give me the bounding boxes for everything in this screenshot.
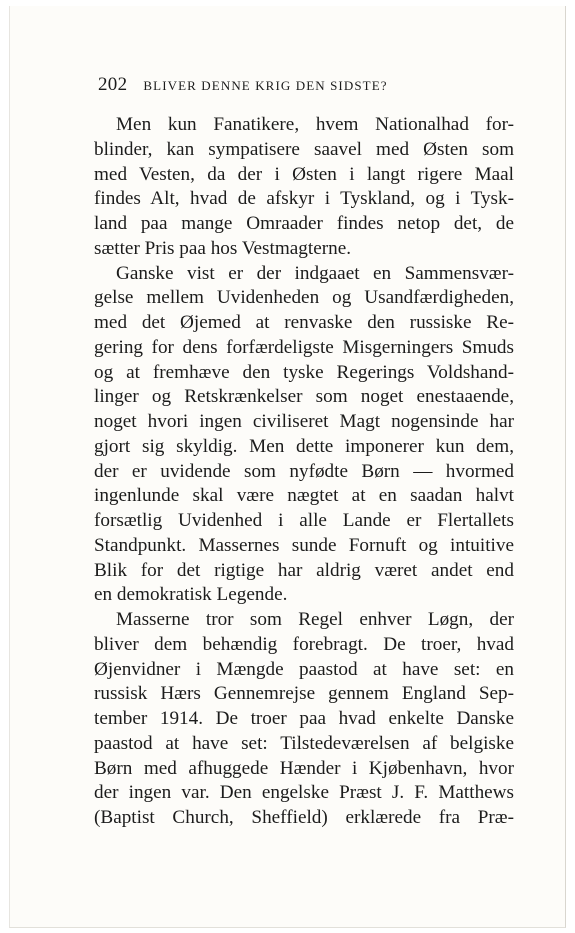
text-line: tember 1914. De troer paa hvad enkelte Danske	[94, 708, 514, 729]
text-line: med det Øjemed at renvaske den russiske Re-	[94, 312, 514, 333]
text-line: linger og Retskrænkelser som noget enestaaende,	[94, 386, 514, 408]
text-line: Ganske vist er der indgaaet en Sammensvær-	[116, 262, 514, 284]
text-line: Øjenvidner i Mængde paastod at have set: en	[94, 658, 514, 680]
page-header	[98, 74, 498, 96]
text-line: forsætlig Uvidenhed i alle Lande er Flertallets	[94, 510, 514, 531]
text-line: med Vesten, da der i Østen i langt rigere Maal	[94, 163, 514, 185]
text-line: noget hvori ingen civiliseret Magt nogensinde har	[94, 411, 514, 432]
text-line: paastod at have set: Tilstedeværelsen af belgiske	[94, 732, 514, 754]
text-line: land paa mange Omraader findes netop det, de	[94, 213, 514, 234]
text-line: Blik for det rigtige har aldrig været andet end	[94, 559, 514, 581]
text-line: der er uvidende som nyfødte Børn — hvormed	[94, 460, 514, 482]
text-line: sætter Pris paa hos Vestmagterne.	[94, 237, 352, 259]
text-line: gering for dens forfærdeligste Misgerningers Smuds	[94, 336, 514, 358]
text-line: og at fremhæve den tyske Regerings Voldshand-	[94, 361, 514, 383]
text-line: Men kun Fanatikere, hvem Nationalhad for-	[116, 114, 514, 135]
text-line: Børn med afhuggede Hænder i Kjøbenhavn, hvor	[94, 757, 514, 779]
text-line: der ingen var. Den engelske Præst J. F. Matthews	[94, 782, 514, 804]
text-line: (Baptist Church, Sheffield) erklærede fra Præ-	[94, 807, 514, 828]
running-title: BLIVER DENNE KRIG DEN SIDSTE?	[143, 78, 388, 93]
text-line: gjort sig skyldig. Men dette imponerer kun dem,	[94, 435, 514, 457]
text-line: Standpunkt. Massernes sunde Fornuft og intuitive	[94, 534, 514, 556]
text-line: ingenlunde skal være nægtet at en saadan halvt	[94, 485, 514, 507]
text-line: bliver dem behændig forebragt. De troer, hvad	[94, 633, 514, 655]
body-text	[94, 113, 514, 831]
text-line: gelse mellem Uvidenheden og Usandfærdigheden,	[94, 287, 514, 309]
text-line: en demokratisk Legende.	[94, 584, 288, 606]
text-line: russisk Hærs Gennemrejse gennem England Sep-	[94, 683, 514, 705]
text-line: Masserne tror som Regel enhver Løgn, der	[116, 609, 514, 630]
text-line: blinder, kan sympatisere saavel med Østen som	[94, 138, 514, 160]
paragraph-1	[94, 113, 514, 262]
paragraph-2	[94, 262, 514, 609]
page-number: 202	[98, 74, 128, 95]
paragraph-3	[94, 608, 514, 831]
text-line: findes Alt, hvad de afskyr i Tyskland, og i Tysk-	[94, 188, 514, 210]
